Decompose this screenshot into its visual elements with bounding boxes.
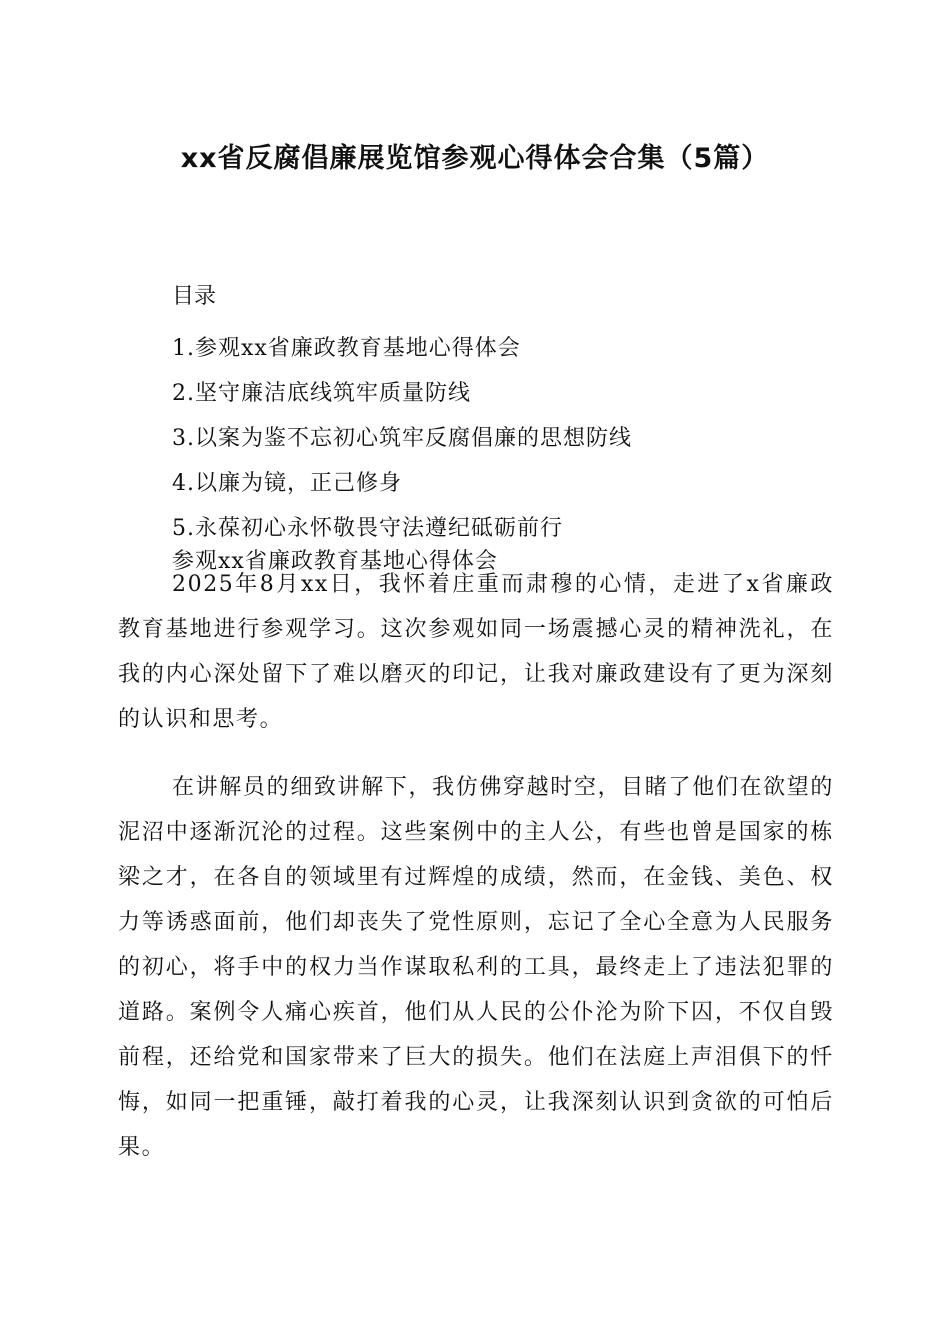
document-title: xx省反腐倡廉展览馆参观心得体会合集（5篇）: [180, 143, 770, 174]
toc-heading: 目录: [172, 284, 217, 309]
toc-item: 1.参观xx省廉政教育基地心得体会: [172, 336, 521, 361]
toc-item: 5.永葆初心永怀敬畏守法遵纪砥砺前行: [172, 516, 563, 541]
body-paragraph: 2025年8月xx日，我怀着庄重而肃穆的心情，走进了x省廉政教育基地进行参观学习。这次参观如同一场震撼心灵的精神洗礼，在我的内心深处留下了难以磨灭的印记，让我对廉政建设有了更为深刻的认识和思考。: [118, 572, 834, 732]
toc-item: 2.坚守廉洁底线筑牢质量防线: [172, 381, 471, 406]
table-of-contents: [172, 326, 632, 551]
toc-item: 3.以案为鉴不忘初心筑牢反腐倡廉的思想防线: [172, 426, 632, 451]
toc-item: 4.以廉为镜，正己修身: [172, 471, 402, 496]
body-paragraph: 在讲解员的细致讲解下，我仿佛穿越时空，目睹了他们在欲望的泥沼中逐渐沉沦的过程。这些案例中的主人公，有些也曾是国家的栋梁之才，在各自的领域里有过辉煌的成绩，然而，在金钱、美色、权力等诱惑面前，他们却丧失了党性原则，忘记了全心全意为人民服务的初心，将手中的权力当作谋取私利的工具，最终走上了违法犯罪的道路。案例令人痛心疾首，他们从人民的公仆沦为阶下囚，不仅自毁前程，还给党和国家带来了巨大的损失。他们在法庭上声泪俱下的忏悔，如同一把重锤，敲打着我的心灵，让我深刻认识到贪欲的可怕后果。: [118, 775, 834, 1160]
section-heading: 参观xx省廉政教育基地心得体会: [172, 549, 498, 574]
